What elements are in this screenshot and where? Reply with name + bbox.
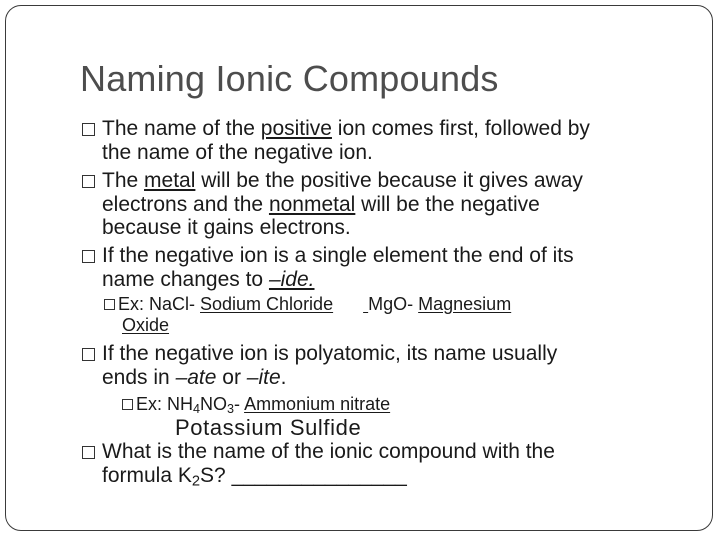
example-2-line-1	[122, 393, 390, 415]
text: name changes to	[102, 268, 269, 291]
bullet-3-line-1	[82, 244, 574, 268]
bullet-4-line-1	[82, 342, 557, 366]
underlined-term: Sodium Chloride	[200, 294, 334, 314]
checkbox-bullet-icon	[122, 399, 133, 410]
text: or	[216, 366, 247, 389]
answer-blank: _______________	[231, 464, 407, 487]
bullet-3-line-2	[102, 268, 315, 292]
underlined-term: positive	[260, 117, 332, 140]
text: .	[280, 366, 287, 389]
text: ion comes first, followed by	[331, 117, 590, 140]
italic-suffix: –ite	[246, 366, 281, 389]
checkbox-bullet-icon	[82, 250, 95, 263]
text: will be the negative	[355, 193, 540, 216]
answer-text: Potassium Sulfide	[175, 415, 362, 440]
subscript: 2	[191, 473, 201, 490]
text: electrons and the	[102, 193, 269, 216]
text: will be the positive because it gives away	[195, 169, 583, 192]
underlined-term: –ide.	[268, 268, 315, 291]
bullet-2-line-2	[102, 193, 540, 217]
underlined-term: nonmetal	[268, 193, 356, 216]
bullet-5-line-1	[82, 440, 555, 464]
text: What is the name of the ionic compound with the	[102, 440, 555, 463]
text: formula K	[102, 464, 192, 487]
subscript: 3	[227, 402, 235, 417]
example-1-line-2	[122, 314, 169, 336]
spacer	[333, 294, 363, 314]
slide-title: Naming Ionic Compounds	[80, 58, 499, 99]
checkbox-bullet-icon	[104, 299, 115, 310]
checkbox-bullet-icon	[82, 348, 95, 361]
text: S?	[200, 464, 232, 487]
bullet-4-line-2	[102, 366, 286, 390]
checkbox-bullet-icon	[82, 175, 95, 188]
text: MgO-	[368, 294, 419, 314]
text: NO	[200, 394, 228, 414]
underlined-term: Magnesium	[418, 294, 512, 314]
bullet-2-line-3: because it gains electrons.	[102, 216, 351, 239]
text: -	[234, 394, 245, 414]
subscript: 4	[193, 402, 201, 417]
text: Ex: NH	[136, 394, 194, 414]
bullet-5-line-2	[102, 464, 407, 488]
text: ends in	[102, 366, 176, 389]
text: Ex: NaCl-	[118, 294, 201, 314]
bullet-2-line-1	[82, 169, 583, 193]
text: If the negative ion is polyatomic, its name usually	[102, 342, 558, 365]
underlined-term: Ammonium nitrate	[244, 394, 391, 414]
example-1-line-1	[104, 293, 511, 315]
underlined-term: Oxide	[122, 315, 170, 335]
italic-suffix: –ate	[175, 366, 217, 389]
underlined-term: metal	[144, 169, 196, 192]
text: If the negative ion is a single element the end of its	[102, 244, 574, 267]
bullet-1-line-1	[82, 117, 590, 141]
checkbox-bullet-icon	[82, 123, 95, 136]
bullet-1-line-2: the name of the negative ion.	[102, 141, 373, 164]
text: The name of the	[102, 117, 261, 140]
checkbox-bullet-icon	[82, 446, 95, 459]
text: The	[102, 169, 145, 192]
